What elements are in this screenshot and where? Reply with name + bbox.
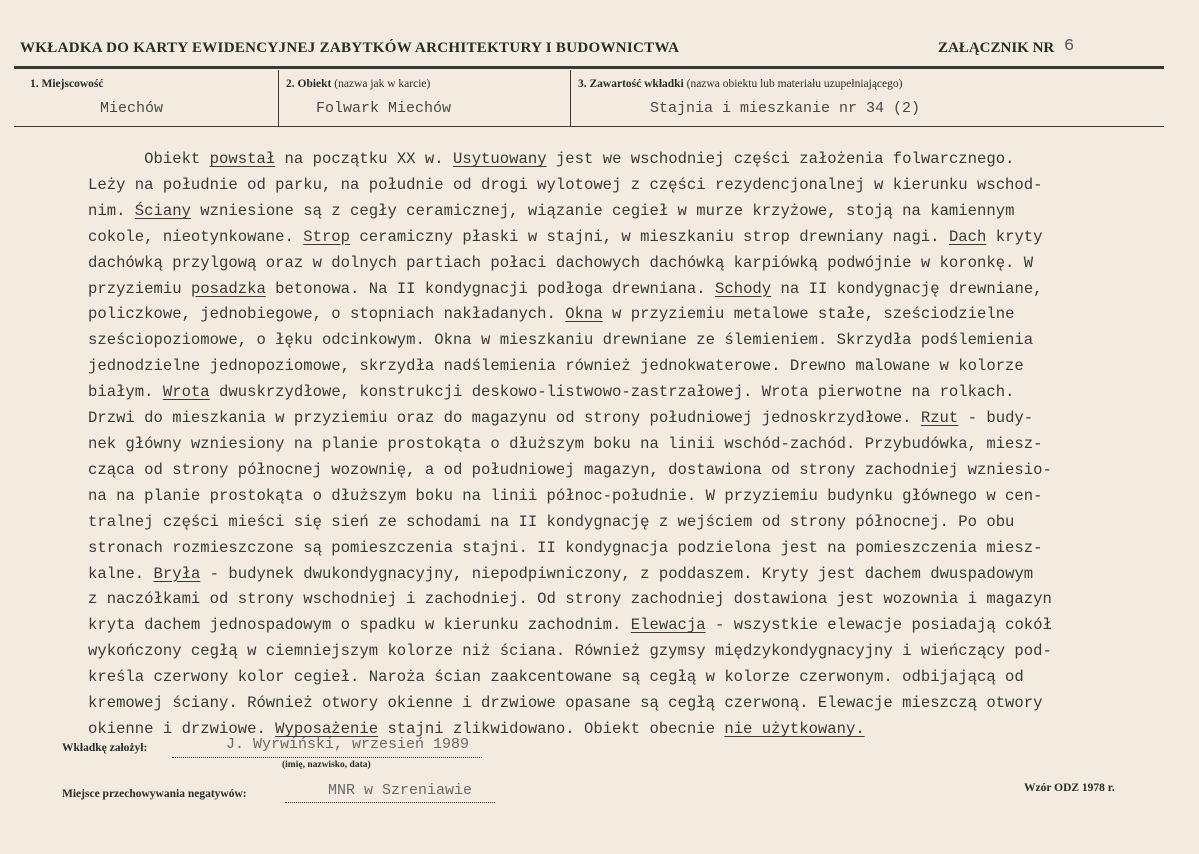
text-segment: kalne. <box>88 564 154 583</box>
text-line <box>88 484 1148 510</box>
author-line <box>172 756 482 758</box>
negatives-label: Miejsce przechowywania negatywów: <box>62 788 247 800</box>
locality-value: Miechów <box>100 100 164 117</box>
text-segment: kryta dachem jednospadowym o spadku w kierunku zachodnim. <box>88 616 631 635</box>
content-value: Stajnia i mieszkanie nr 34 (2) <box>650 100 921 117</box>
text-line <box>88 147 1148 173</box>
text-segment: na II kondygnację drewniane, <box>771 279 1043 298</box>
text-segment: nim. <box>88 201 135 220</box>
text-segment: kremowej ściany. Również otwory okienne i drzwiowe opasane są cegłą czerwoną. Elewacje mieszczą otwory <box>88 694 1043 713</box>
text-line <box>88 328 1148 354</box>
text-segment: kreśla czerwony kolor cegieł. Naroża ścian zaakcentowane są cegłą w kolorze czerwonym. odbijającą od <box>88 668 1024 687</box>
text-line <box>88 665 1148 691</box>
text-segment: białym. <box>88 383 163 402</box>
underlined-keyword: Elewacja <box>630 616 706 635</box>
text-segment: Obiekt <box>88 150 210 168</box>
text-line <box>88 380 1148 406</box>
text-segment: na początku XX w. <box>275 150 453 168</box>
text-segment: stronach rozmieszczone są pomieszczenia stajni. II kondygnacja podzielona jest na pomieszczenia miesz- <box>88 538 1043 557</box>
text-line <box>88 225 1148 251</box>
text-line <box>88 536 1148 562</box>
text-segment: w przyziemiu metalowe stałe, sześciodzielne <box>602 305 1015 324</box>
field-divider-1 <box>278 70 279 126</box>
annex-label: ZAŁĄCZNIK NR <box>938 40 1055 56</box>
underlined-keyword: Okna <box>565 305 603 324</box>
text-segment: cokole, nieotynkowane. <box>88 227 304 246</box>
underlined-keyword: Schody <box>715 279 772 298</box>
text-segment: jest we wschodniej części założenia folwarcznego. <box>546 150 1015 168</box>
document-title: WKŁADKA DO KARTY EWIDENCYJNEJ ZABYTKÓW ARCHITEKTURY I BUDOWNICTWA <box>20 40 680 56</box>
underlined-keyword: Rzut <box>920 409 959 428</box>
text-segment: okienne i drzwiowe. <box>88 719 276 738</box>
header-rule <box>14 66 1164 69</box>
text-segment: - budynek dwukondygnacyjny, niepodpiwniczony, z poddaszem. Kryty jest dachem dwuspadowym <box>200 564 1034 583</box>
text-segment: Leży na południe od parku, na południe od drogi wylotowej z części rezydencjonalnej w kierunku wschod- <box>88 175 1043 194</box>
form-model-label: Wzór ODZ 1978 r. <box>1024 782 1115 794</box>
description-text <box>88 147 1148 743</box>
text-segment: wzniesione są z cegły ceramicznej, wiązanie cegieł w murze krzyżowe, stoją na kamiennym <box>190 201 1015 220</box>
underlined-keyword: Usytuowany <box>452 150 547 168</box>
text-segment: kryty <box>986 227 1043 246</box>
text-segment: stajni zlikwidowano. Obiekt obecnie <box>378 719 725 738</box>
text-segment: przyziemiu <box>88 279 191 298</box>
locality-label: 1. Miejscowość <box>30 78 104 90</box>
annex-number: 6 <box>1064 37 1075 56</box>
underlined-keyword: nie użytkowany. <box>724 719 865 738</box>
underlined-keyword: Wrota <box>162 383 210 402</box>
text-line <box>88 406 1148 432</box>
text-line <box>88 587 1148 613</box>
text-segment: sześciopoziomowe, o łęku odcinkowym. Okna w mieszkaniu drewniane ze ślemieniem. Skrzydła podślemienia <box>88 331 1034 350</box>
text-segment: z naczółkami od strony wschodniej i zachodniej. Od strony zachodniej dostawiona jest wozownia i magazyn <box>88 590 1052 609</box>
text-line <box>88 199 1148 225</box>
text-line <box>88 302 1148 328</box>
object-label: 2. Obiekt (nazwa jak w karcie) <box>286 78 431 90</box>
text-segment: cząca od strony północnej wozownię, a od południowej magazyn, dostawiona od strony zachodniej wzniesio- <box>88 460 1052 479</box>
author-label: Wkładkę założył: <box>62 742 148 754</box>
text-line <box>88 510 1148 536</box>
text-segment: dachówką przylgową oraz w dolnych partiach połaci dachowych dachówką karpiówką podwójnie w koronkę. W <box>88 253 1034 272</box>
underlined-keyword: Dach <box>948 227 987 246</box>
object-value: Folwark Miechów <box>316 100 452 117</box>
text-segment: ceramiczny płaski w stajni, w mieszkaniu strop drewniany nagi. <box>350 227 949 246</box>
text-segment: - wszystkie elewacje posiadają cokół <box>705 616 1052 635</box>
text-segment: jednodzielne jednopoziomowe, skrzydła nadślemienia również jednokwaterowe. Drewno malowane w kolorze <box>88 357 1024 376</box>
text-segment: betonowa. Na II kondygnacji podłoga drewniana. <box>265 279 715 298</box>
text-segment: wykończony cegłą w ciemniejszym kolorze niż ściana. Również gzymsy międzykondygnacyjny i wieńczący pod- <box>88 642 1052 661</box>
underlined-keyword: posadzka <box>190 279 266 298</box>
text-segment: Drzwi do mieszkania w przyziemiu oraz do magazynu od strony południowej jednoskrzydłowe. <box>88 409 921 428</box>
text-line <box>88 458 1148 484</box>
content-label: 3. Zawartość wkładki (nazwa obiektu lub materiału uzupełniającego) <box>578 78 903 90</box>
text-line <box>88 691 1148 717</box>
text-line <box>88 613 1148 639</box>
text-segment: - budy- <box>958 409 1034 428</box>
text-line <box>88 354 1148 380</box>
field-divider-2 <box>570 70 571 126</box>
text-segment: tralnej części mieści się sień ze schodami na II kondygnację z wejściem od strony północnej. Po obu <box>88 512 1015 531</box>
underlined-keyword: powstał <box>209 150 276 168</box>
author-note: (imię, nazwisko, data) <box>282 760 371 770</box>
underlined-keyword: Strop <box>303 227 351 246</box>
text-line <box>88 639 1148 665</box>
negatives-value: MNR w Szreniawie <box>328 782 473 799</box>
underlined-keyword: Wyposażenie <box>275 719 379 738</box>
text-segment: nek główny wzniesiony na planie prostokąta o dłuższym boku na linii wschód-zachód. Przybudówka, miesz- <box>88 434 1043 453</box>
underlined-keyword: Ściany <box>134 201 191 220</box>
negatives-line <box>285 801 495 803</box>
fields-bottom-rule <box>14 126 1164 127</box>
text-segment: na na planie prostokąta o dłuższym boku na linii północ-południe. W przyziemiu budynku głównego w cen- <box>88 486 1043 505</box>
text-line <box>88 432 1148 458</box>
text-line <box>88 277 1148 303</box>
text-segment: policzkowe, jednobiegowe, o stopniach nakładanych. <box>88 305 566 324</box>
text-line <box>88 562 1148 588</box>
text-segment: dwuskrzydłowe, konstrukcji deskowo-listwowo-zastrzałowej. Wrota pierwotne na rolkach. <box>209 383 1015 402</box>
author-value: J. Wyrwiński, wrzesień 1989 <box>226 736 470 753</box>
text-line <box>88 173 1148 199</box>
underlined-keyword: Bryła <box>153 564 201 583</box>
text-line <box>88 251 1148 277</box>
